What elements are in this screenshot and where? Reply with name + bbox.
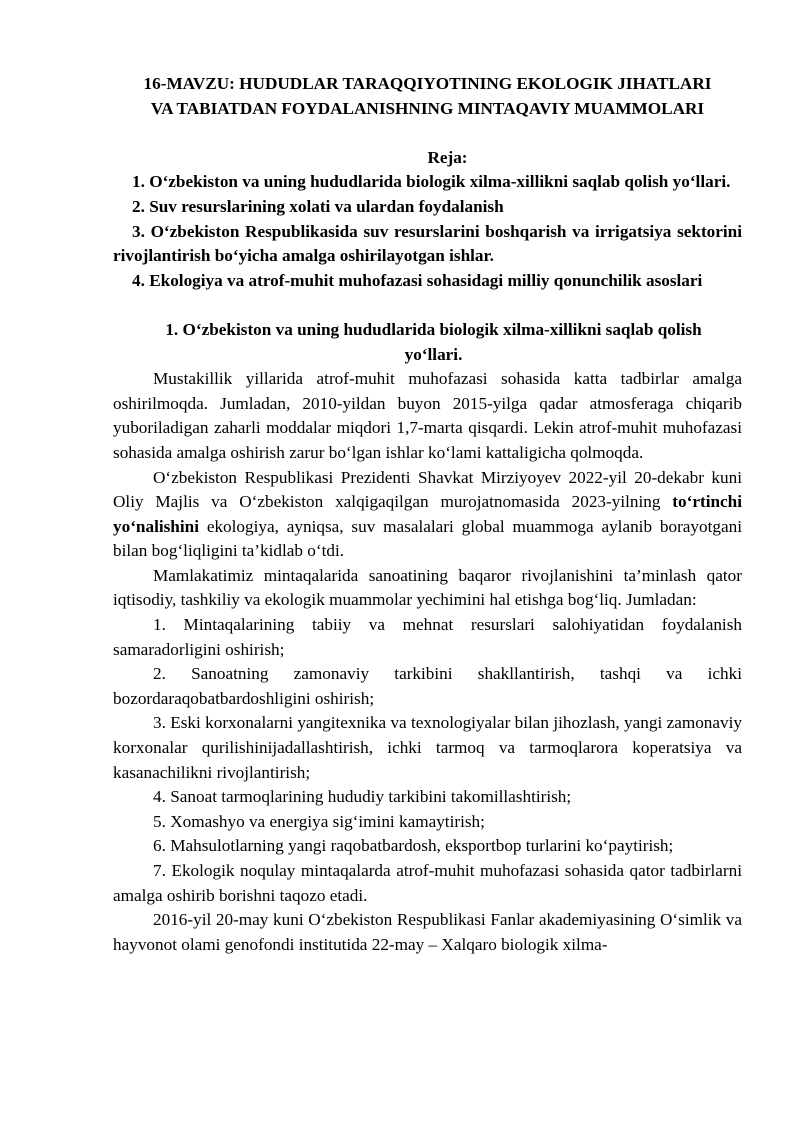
spacer [113, 121, 742, 146]
section-heading-line-1: 1. O‘zbekiston va uning hududlarida biologik xilma-xillikni saqlab qolish [165, 319, 702, 339]
section-heading [113, 318, 742, 367]
list-item-2: 2. Sanoatning zamonaviy tarkibini shakllantirish, tashqi va ichki bozordaraqobatbardoshligini oshirish; [113, 664, 742, 708]
document-title [113, 72, 742, 121]
document-page [113, 72, 742, 957]
list-item-3: 3. Eski korxonalarni yangitexnika va texnologiyalar bilan jihozlash, yangi zamonaviy korxonalar qurilishinijadallashtirish, ichki tarmoq va tarmoqlarora koperatsiya va kasanachilikni rivojlantirish; [113, 713, 742, 782]
list-item-6: 6. Mahsulotlarning yangi raqobatbardosh, eksportbop turlarini ko‘paytirish; [153, 836, 674, 856]
title-line-2: VA TABIATDAN FOYDALANISHNING MINTAQAVIY MUAMMOLARI [150, 98, 705, 118]
spacer [113, 293, 742, 318]
list-item-4: 4. Sanoat tarmoqlarining hududiy tarkibini takomillashtirish; [153, 787, 572, 807]
title-line-1: 16-MAVZU: HUDUDLAR TARAQQIYOTINING EKOLOGIK JIHATLARI [143, 74, 712, 93]
section-heading-line-2: yo‘llari. [404, 344, 463, 364]
plan-item-2: 2. Suv resurslarining xolati va ulardan foydalanish [132, 196, 504, 216]
list-item-7: 7. Ekologik noqulay mintaqalarda atrof-muhit muhofazasi sohasida qator tadbirlarni amalga oshirib borishni taqozo etadi. [113, 861, 742, 905]
paragraph-2-text-b: ekologiya, ayniqsa, suv masalalari global muammoga aylanib borayotgani bilan bog‘liqligini ta’kidlab o‘tdi. [113, 516, 742, 561]
list-item-5: 5. Xomashyo va energiya sig‘imini kamaytirish; [153, 811, 485, 831]
paragraph-2-bold: to‘rtinchi yo‘nalishini [113, 492, 742, 536]
paragraph-3: Mamlakatimiz mintaqalarida sanoatining baqaror rivojlanishini ta’minlash qator iqtisodiy, tashkiliy va ekologik muammolar yechimini hal etishga bog‘liq. Jumladan: [113, 565, 742, 610]
paragraph-1: Mustakillik yillarida atrof-muhit muhofazasi sohasida katta tadbirlar amalga oshirilmoqda. Jumladan, 2010-yildan buyon 2015-yilga qadar atmosferaga chiqarib yuboriladigan zaharli moddalar miqdori 1,7-marta qisqardi. Lekin atrof-muhit muhofazasi sohasida amalga oshirish zarur bo‘lgan ishlar ko‘lami kattaligicha qolmoqda. [113, 369, 742, 462]
list-item-1: 1. Mintaqalarining tabiiy va mehnat resurslari salohiyatidan foydalanish samaradorligini oshirish; [113, 615, 742, 659]
paragraph-2 [113, 466, 742, 564]
plan-heading: Reja: [427, 147, 468, 167]
paragraph-2-text-a: O‘zbekiston Respublikasi Prezidenti Shavkat Mirziyoyev 2022-yil 20-dekabr kuni Oliy Majlis va O‘zbekiston xalqigaqilgan murojatnomasida 2023-yilning [113, 467, 742, 512]
plan-item-3: 3. O‘zbekiston Respublikasida suv resurslarini boshqarish va irrigatsiya sektorini rivojlantirish bo‘yicha amalga oshirilayotgan ishlar. [113, 221, 742, 266]
plan-item-1: 1. O‘zbekiston va uning hududlarida biologik xilma-xillikni saqlab qolish yo‘llari. [132, 172, 731, 192]
plan-item-4: 4. Ekologiya va atrof-muhit muhofazasi sohasidagi milliy qonunchilik asoslari [132, 270, 703, 290]
paragraph-4: 2016-yil 20-may kuni O‘zbekiston Respublikasi Fanlar akademiyasining O‘simlik va hayvonot olami genofondi institutida 22-may – Xalqaro biologik xilma- [113, 910, 742, 954]
